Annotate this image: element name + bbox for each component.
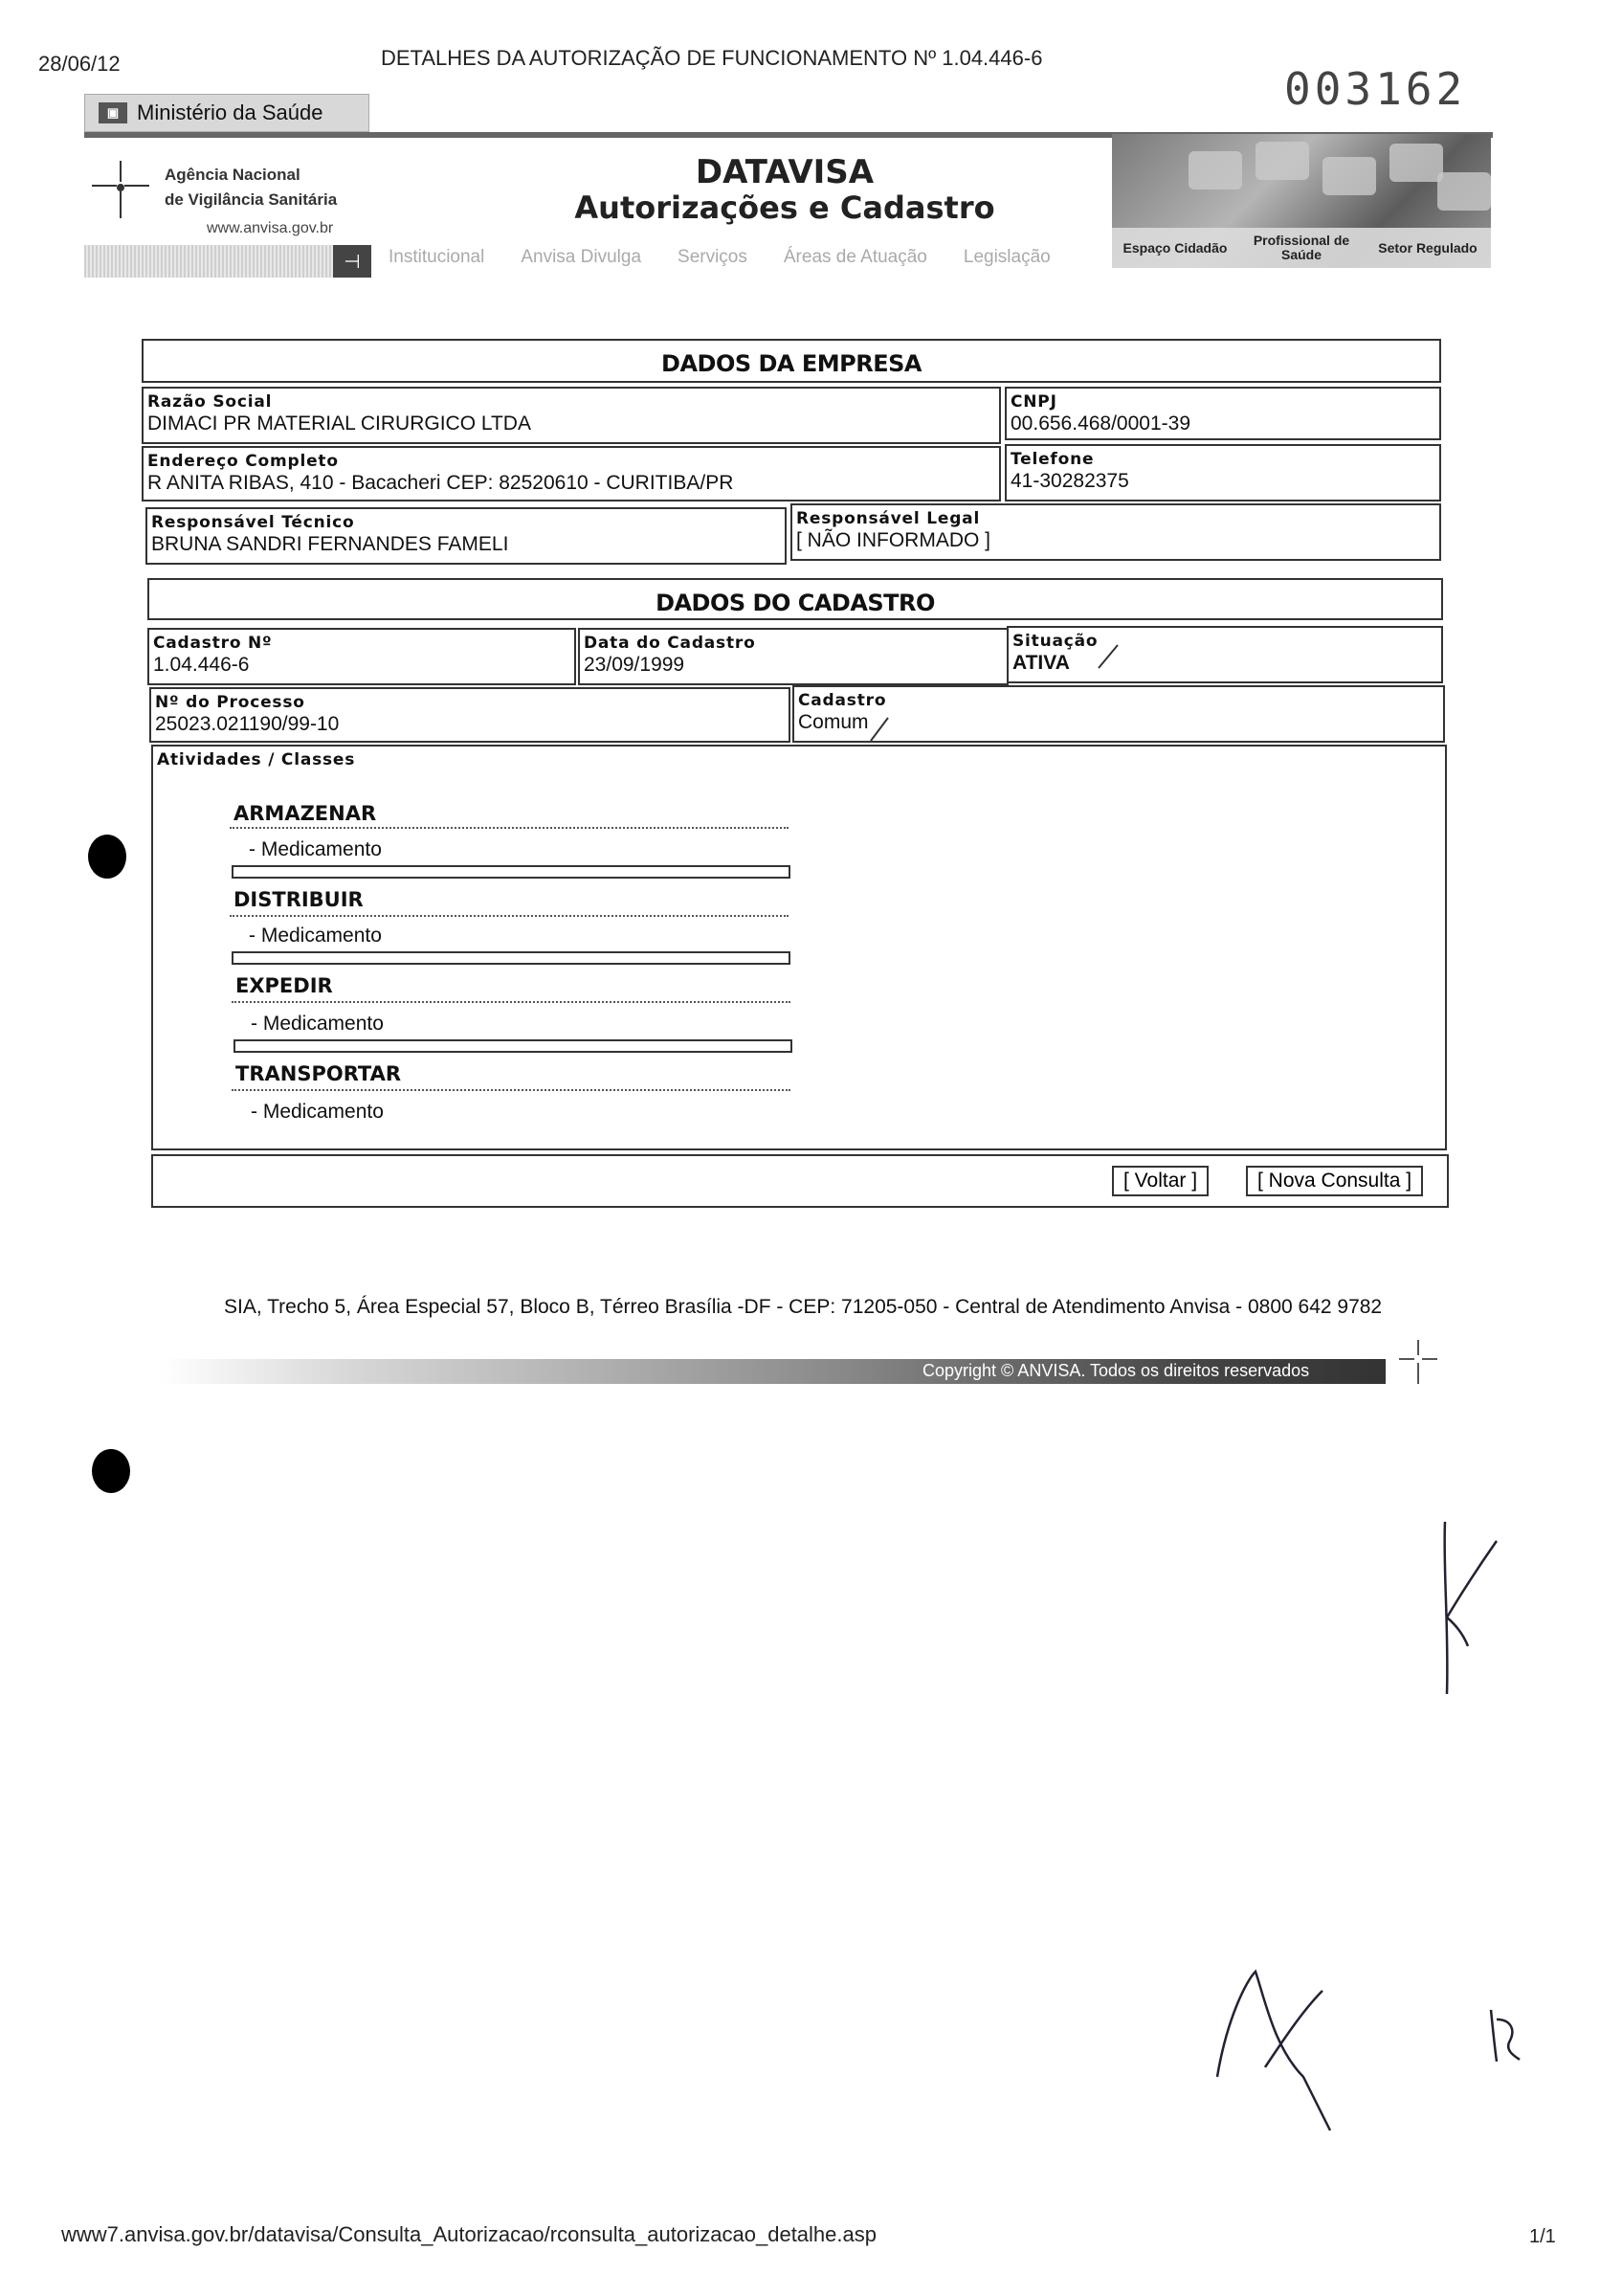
- divider-box: [232, 951, 790, 965]
- nav-institucional[interactable]: Institucional: [389, 247, 485, 267]
- keyboard-key: [1437, 172, 1491, 211]
- divider: [232, 1001, 790, 1003]
- nav-toggle-icon[interactable]: ⊣: [333, 245, 371, 278]
- resp-legal-cell: [790, 503, 1441, 561]
- anvisa-cross-icon: [1399, 1340, 1437, 1384]
- razao-social-cell: [142, 387, 1001, 444]
- footer-address: SIA, Trecho 5, Área Especial 57, Bloco B, Térreo Brasília -DF - CEP: 71205-050 - Central de Atendimento Anvisa - 0800 642 9782: [224, 1296, 1383, 1318]
- telefone-cell: [1005, 444, 1441, 502]
- cnpj-label: CNPJ: [1011, 392, 1057, 412]
- voltar-button[interactable]: [ Voltar ]: [1112, 1166, 1209, 1196]
- copyright-text: Copyright © ANVISA. Todos os direitos reservados: [922, 1361, 1310, 1380]
- nova-consulta-button[interactable]: [ Nova Consulta ]: [1246, 1166, 1423, 1196]
- razao-social-label: Razão Social: [147, 392, 273, 412]
- cadastro-numero-cell: [147, 628, 576, 685]
- ministry-label: Ministério da Saúde: [137, 100, 323, 124]
- situacao-cell: [1007, 626, 1443, 683]
- cadastro-numero-label: Cadastro Nº: [153, 634, 273, 653]
- keyboard-key: [1189, 151, 1242, 189]
- atividade-armazenar: ARMAZENAR: [233, 802, 377, 825]
- divider-box: [233, 1039, 792, 1053]
- agency-name: [165, 163, 337, 212]
- ministry-logo-icon: ▣: [99, 102, 127, 123]
- punch-hole: [88, 835, 126, 879]
- situacao-label: Situação: [1012, 632, 1099, 651]
- app-subtitle: Autorizações e Cadastro: [574, 189, 995, 226]
- atividade-distribuir-classe: - Medicamento: [249, 925, 382, 947]
- cnpj-value: 00.656.468/0001-39: [1011, 412, 1191, 435]
- stamp-number: 003162: [1284, 63, 1467, 115]
- atividade-transportar: TRANSPORTAR: [235, 1062, 402, 1085]
- print-url: www7.anvisa.gov.br/datavisa/Consulta_Autorizacao/rconsulta_autorizacao_detalhe.asp: [61, 2222, 877, 2246]
- page-number: 1/1: [1529, 2226, 1556, 2247]
- keyboard-key: [1256, 142, 1309, 180]
- check-mark-icon: [869, 716, 892, 743]
- header-photo: [1112, 134, 1491, 268]
- endereco-cell: [142, 446, 1001, 502]
- divider: [230, 915, 789, 917]
- processo-label: Nº do Processo: [155, 693, 305, 712]
- print-title: DETALHES DA AUTORIZAÇÃO DE FUNCIONAMENTO Nº 1.04.446-6: [381, 46, 1043, 70]
- atividade-armazenar-classe: - Medicamento: [249, 838, 382, 860]
- print-date: 28/06/12: [38, 52, 121, 76]
- resp-tecnico-label: Responsável Técnico: [151, 513, 355, 532]
- agency-url[interactable]: www.anvisa.gov.br: [207, 220, 334, 236]
- atividade-transportar-classe: - Medicamento: [251, 1101, 384, 1123]
- photo-link-bar: [1112, 228, 1491, 268]
- telefone-label: Telefone: [1011, 450, 1095, 469]
- cadastro-numero-value: 1.04.446-6: [153, 654, 250, 676]
- atividade-expedir: EXPEDIR: [235, 974, 333, 997]
- endereco-label: Endereço Completo: [147, 452, 339, 471]
- cadastro-data-label: Data do Cadastro: [584, 634, 756, 653]
- cadastro-section-header: [147, 578, 1443, 620]
- cadastro-tipo-cell: [792, 685, 1445, 743]
- empresa-title: DADOS DA EMPRESA: [661, 350, 922, 377]
- empresa-section-header: [142, 339, 1441, 383]
- handwritten-initials: [1208, 1962, 1351, 2134]
- handwritten-signature: [1426, 1512, 1502, 1704]
- main-nav: [389, 247, 1051, 268]
- agency-line1: Agência Nacional: [165, 166, 300, 184]
- nav-areas-atuacao[interactable]: Áreas de Atuação: [783, 247, 927, 267]
- cadastro-data-value: 23/09/1999: [584, 654, 685, 676]
- telefone-value: 41-30282375: [1011, 470, 1129, 492]
- nav-anvisa-divulga[interactable]: Anvisa Divulga: [521, 247, 642, 267]
- cadastro-tipo-value: Comum: [798, 711, 869, 733]
- processo-value: 25023.021190/99-10: [155, 713, 340, 735]
- nav-strip: [84, 245, 371, 278]
- cadastro-tipo-label: Cadastro: [798, 691, 887, 710]
- atividade-distribuir: DISTRIBUIR: [233, 888, 364, 911]
- resp-legal-label: Responsável Legal: [796, 509, 981, 528]
- divider: [232, 1089, 790, 1091]
- resp-tecnico-cell: [145, 507, 787, 565]
- ministry-bar[interactable]: [84, 94, 369, 132]
- anvisa-cross-icon: [92, 161, 149, 218]
- razao-social-value: DIMACI PR MATERIAL CIRURGICO LTDA: [147, 412, 531, 435]
- check-mark-icon: [1097, 641, 1120, 672]
- processo-cell: [149, 687, 790, 743]
- app-title: DATAVISA: [695, 153, 875, 191]
- keyboard-key: [1322, 157, 1376, 195]
- nav-servicos[interactable]: Serviços: [678, 247, 747, 267]
- atividade-expedir-classe: - Medicamento: [251, 1013, 384, 1035]
- punch-hole: [92, 1449, 130, 1493]
- divider: [230, 827, 789, 829]
- resp-tecnico-value: BRUNA SANDRI FERNANDES FAMELI: [151, 533, 509, 555]
- divider-box: [232, 865, 790, 879]
- handwritten-mark: [1481, 2000, 1529, 2067]
- agency-line2: de Vigilância Sanitária: [165, 190, 338, 209]
- atividades-label: Atividades / Classes: [157, 750, 356, 769]
- cnpj-cell: [1005, 387, 1441, 440]
- link-espaco-cidadao[interactable]: Espaço Cidadão: [1122, 239, 1228, 256]
- link-profissional-saude[interactable]: Profissional de Saúde: [1253, 233, 1350, 262]
- resp-legal-value: [ NÃO INFORMADO ]: [796, 529, 991, 551]
- keyboard-key: [1389, 144, 1443, 182]
- cadastro-title: DADOS DO CADASTRO: [656, 590, 935, 616]
- link-setor-regulado[interactable]: Setor Regulado: [1378, 239, 1478, 256]
- nav-legislacao[interactable]: Legislação: [963, 247, 1051, 267]
- endereco-value: R ANITA RIBAS, 410 - Bacacheri CEP: 82520610 - CURITIBA/PR: [147, 472, 734, 494]
- situacao-value: ATIVA: [1012, 652, 1070, 674]
- cadastro-data-cell: [578, 628, 1009, 685]
